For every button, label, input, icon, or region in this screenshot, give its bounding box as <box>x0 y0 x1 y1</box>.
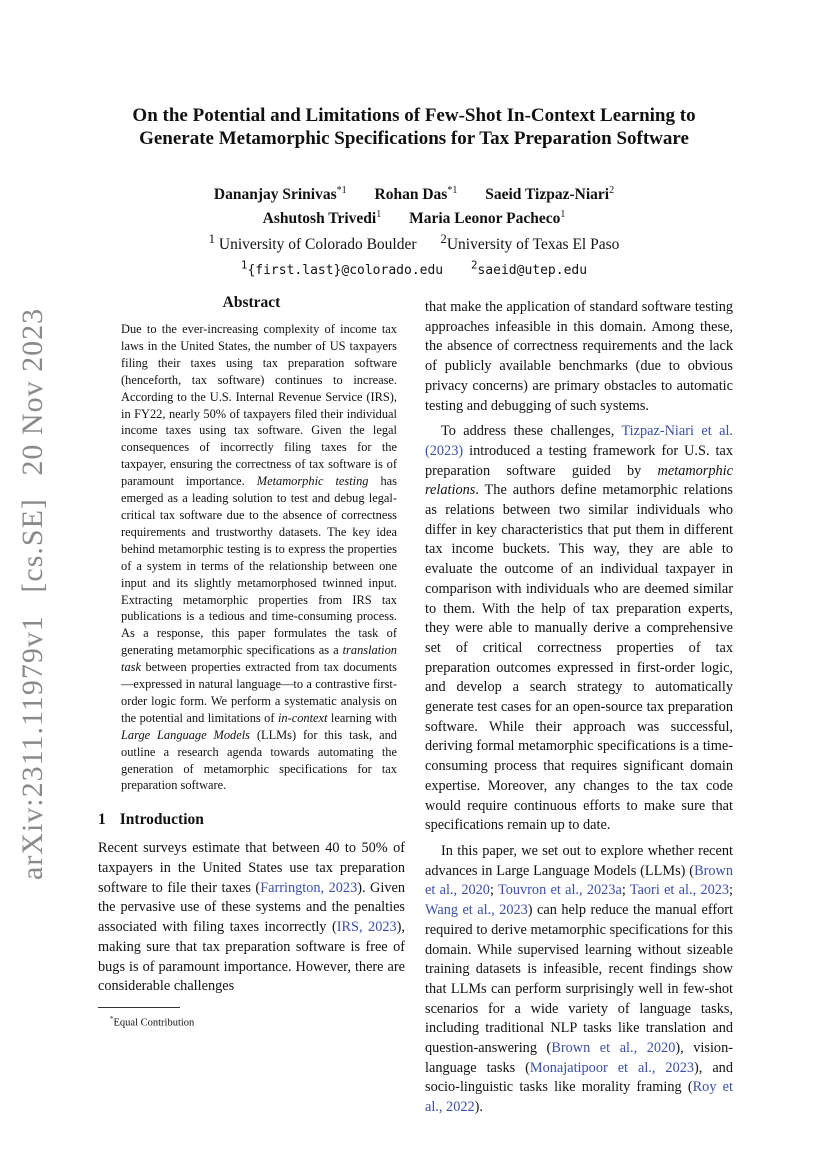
body-paragraph: In this paper, we set out to explore whether recent advances in Large Language Models (LLMs) (Brown et al., 2020; Touvron et al., 2023a; Taori et al., 2023; Wang et al., 2023) can help reduce the manual effort required to derive metamorphic specifications for this domain. While supervised learning without sizeable training datasets is infeasible, recent findings show that LLMs can perform surprisingly well in few-shot scenarios for a wide variety of language tasks, including traditional NLP tasks like translation and question-answering (Brown et al., 2020), vision-language tasks (Monajatipoor et al., 2023), and socio-linguistic tasks like morality framing (Roy et al., 2022). <box>425 842 734 1116</box>
affiliations <box>0 229 828 255</box>
footnote-divider <box>98 1007 180 1008</box>
citation-link[interactable]: Touvron et al., 2023a <box>497 882 622 899</box>
abstract-heading: Abstract <box>222 294 281 311</box>
paper-title <box>94 104 734 150</box>
citation-link[interactable]: Brown et al., 2020 <box>551 1040 676 1057</box>
left-column <box>98 294 405 1031</box>
author-name: Dananjay Srinivas$^{*1}$ <box>213 185 347 204</box>
author-name: Maria Leonor Pacheco$^1$ <box>409 209 566 228</box>
title-line-2: Generate Metamorphic Specifications for Tax Preparation Software <box>139 128 689 149</box>
citation-link[interactable]: Tizpaz-Niari et al. (2023) <box>425 423 733 459</box>
intro-paragraph: Recent surveys estimate that between 40 to 50% of taxpayers in the United States use tax preparation software to file their taxes (Farrington, 2023). Given the pervasive use of these systems and the penalties associated with filing taxes incorrectly (IRS, 2023), making sure that tax preparation software is free of bugs is of paramount importance. However, there are considerable challenges <box>98 840 406 995</box>
section-heading-introduction: 1 Introduction <box>98 811 204 829</box>
author-list <box>0 181 828 229</box>
citation-link[interactable]: Brown et al., 2020 <box>425 862 733 899</box>
citation-link[interactable]: Farrington, 2023 <box>260 879 358 896</box>
arxiv-category: [cs.SE] <box>16 498 49 593</box>
citation-link[interactable]: IRS, 2023 <box>336 919 397 936</box>
body-paragraph: that make the application of standard software testing approaches infeasible in this domain. Among these, the absence of correctness requirements and the lack of publicly available benchmarks (due to obvious privacy concerns) are primary obstacles to automatic testing and debugging of such systems. <box>425 299 733 414</box>
footnote: *Equal Contribution <box>110 1015 195 1029</box>
right-column <box>425 298 733 1118</box>
emails <box>0 255 828 280</box>
citation-link[interactable]: Taori et al., 2023 <box>629 882 730 899</box>
citation-link[interactable]: Roy et al., 2022 <box>425 1079 733 1116</box>
author-row-2 <box>0 205 828 229</box>
paper-header <box>0 104 828 281</box>
author-name: Rohan Das$^{*1}$ <box>374 185 458 204</box>
author-row-1 <box>0 181 828 205</box>
citation-link[interactable]: Wang et al., 2023 <box>425 902 528 919</box>
email: $^1${first.last}@colorado.edu <box>240 258 444 278</box>
affiliation: $^1$ University of Colorado Boulder <box>208 231 417 254</box>
email: $^2$saeid@utep.edu <box>470 258 588 278</box>
author-name: Saeid Tizpaz-Niari$^2$ <box>485 185 615 204</box>
body-paragraph: To address these challenges, Tizpaz-Niari et al. (2023) introduced a testing framework for U.S. tax preparation software guided by metamorphic relations. The authors define metamorphic relations as relations between two similar individuals who differ in key characteristics that put them in different tax income buckets. This way, they are able to evaluate the outcome of an individual taxpayer in comparison with individuals who are deemed similar to them. With the help of tax preparation experts, they were able to manually derive a comprehensive set of critical correctness properties of tax preparation outcomes expressed in first-order logic, and develop a search strategy to automatically generate test cases for an open-source tax preparation software. While their approach was successful, deriving formal metamorphic specifications is a time-consuming process that requires significant domain expertise. Moreover, any changes to the tax code would require continuous efforts to make sure that specifications remain up to date. <box>425 423 733 834</box>
abstract-body: Due to the ever-increasing complexity of income tax laws in the United States, the number of US taxpayers filing their taxes using tax preparation software (henceforth, tax software) continues to increase. According to the U.S. Internal Revenue Service (IRS), in FY22, nearly 50% of taxpayers filed their individual income taxes using tax software. Given the legal consequences of incorrectly filing taxes for the taxpayer, ensuring the correctness of tax software is of paramount importance. Metamorphic testing has emerged as a leading solution to test and debug legal-critical tax software due to the absence of correctness requirements and trustworthy datasets. The key idea behind metamorphic testing is to express the properties of a system in terms of the relationship between one input and its slightly metamorphosed twinned input. Extracting metamorphic properties from IRS tax publications is a tedious and time-consuming process. As a response, this paper formulates the task of generating metamorphic specifications as a translation task between properties extracted from tax documents—expressed in natural language—to a contrastive first-order logic form. We perform a systematic analysis on the potential and limitations of in-context learning with Large Language Models (LLMs) for this task, and outline a research agenda towards automating the generation of metamorphic specifications for tax preparation software. <box>121 322 397 793</box>
arxiv-identifier-stamp <box>16 294 50 880</box>
citation-link[interactable]: Monajatipoor et al., 2023 <box>529 1059 695 1076</box>
title-line-1: On the Potential and Limitations of Few-Shot In-Context Learning to <box>132 105 696 126</box>
arxiv-id: arXiv:2311.11979v1 <box>16 615 49 880</box>
author-name: Ashutosh Trivedi$^1$ <box>262 209 382 228</box>
arxiv-date: 20 Nov 2023 <box>16 307 49 476</box>
affiliation: $^2$University of Texas El Paso <box>440 231 620 254</box>
